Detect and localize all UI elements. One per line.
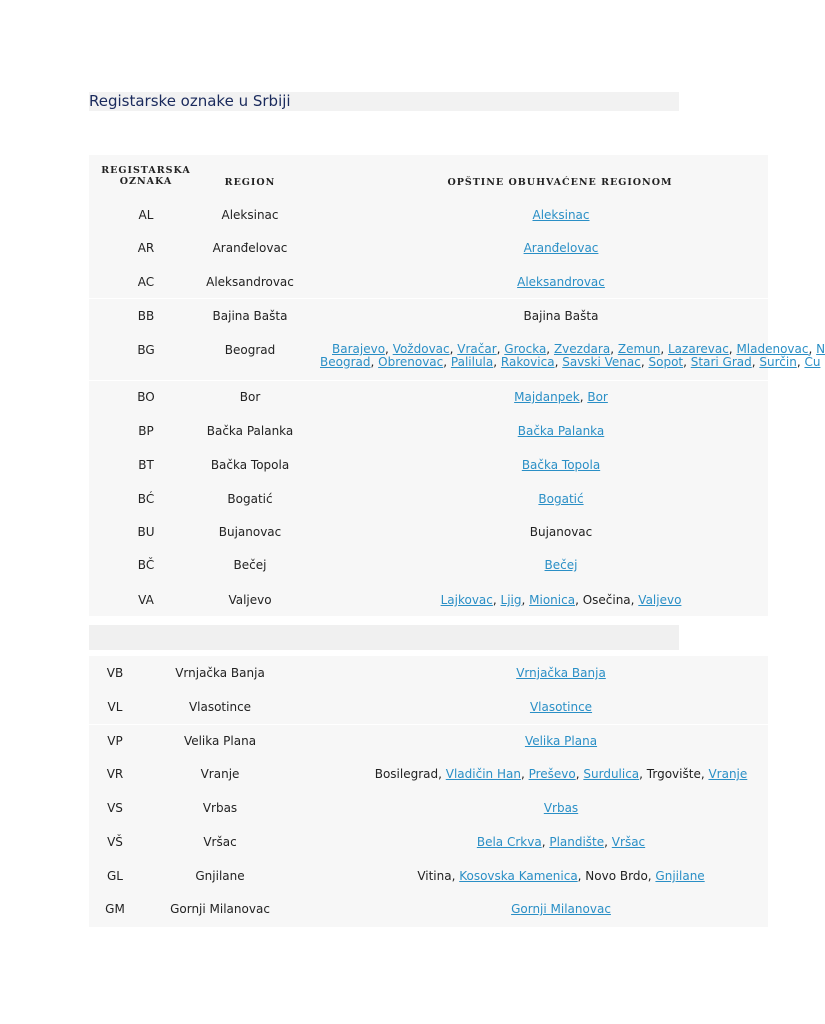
table-2-background — [89, 656, 768, 927]
municipality-link[interactable]: Bor — [587, 390, 608, 404]
table-separator-bar — [89, 625, 679, 650]
municipality-text: , — [541, 835, 550, 849]
municipality-text: , — [728, 342, 737, 356]
registration-code: GL — [107, 869, 123, 883]
municipality-link[interactable]: Mladenovac — [736, 342, 809, 356]
municipality-link[interactable]: Gornji Milanovac — [511, 902, 611, 916]
municipality-link[interactable]: Barajevo — [332, 342, 386, 356]
municipalities-cell — [477, 835, 645, 849]
municipalities-cell — [530, 700, 592, 714]
municipality-link[interactable]: Voždovac — [392, 342, 450, 356]
municipalities-cell — [518, 424, 605, 438]
registration-code: BP — [138, 424, 154, 438]
municipalities-cell — [441, 593, 682, 607]
registration-code: BČ — [137, 558, 155, 572]
municipality-link[interactable]: Vladičin Han — [445, 767, 521, 781]
municipality-text: , — [443, 355, 451, 369]
municipality-text: Bujanovac — [529, 525, 593, 539]
municipality-link[interactable]: Stari Grad — [690, 355, 752, 369]
municipality-text: , — [554, 355, 563, 369]
municipality-link[interactable]: Vlasotince — [529, 700, 593, 714]
municipality-text: , — [751, 355, 760, 369]
municipality-link[interactable]: Vršac — [611, 835, 646, 849]
municipality-link[interactable]: Vrbas — [543, 801, 579, 815]
region-name: Vrbas — [202, 801, 238, 815]
region-name: Vršac — [203, 835, 237, 849]
municipality-link[interactable]: Sopot — [648, 355, 684, 369]
municipality-link[interactable]: Obrenovac — [378, 355, 444, 369]
municipality-link[interactable]: Mionica — [529, 593, 576, 607]
municipality-link[interactable]: Surčin — [759, 355, 797, 369]
municipality-text: , — [449, 342, 458, 356]
municipality-link[interactable]: Zemun — [617, 342, 661, 356]
municipality-text: , — [575, 767, 584, 781]
municipality-link[interactable]: Bačka Topola — [521, 458, 601, 472]
municipality-link[interactable]: Ljig — [500, 593, 522, 607]
row-divider — [89, 724, 768, 725]
municipality-link[interactable]: Gnjilane — [655, 869, 705, 883]
municipality-link[interactable]: Vranje — [708, 767, 748, 781]
municipality-text: , — [385, 342, 393, 356]
region-name: Vlasotince — [188, 700, 252, 714]
municipality-link[interactable]: Bogatić — [538, 492, 584, 506]
municipality-link[interactable]: Ču — [804, 355, 821, 369]
table-1-background — [89, 155, 768, 616]
municipalities-cell — [320, 355, 820, 369]
header-municipalities: OPŠTINE OBUHVAĆENE REGIONOM — [447, 177, 673, 188]
header-code-line-1: REGISTARSKA — [101, 165, 191, 176]
registration-code: AL — [138, 208, 154, 222]
municipalities-cell — [332, 342, 825, 356]
region-name: Bečej — [233, 558, 267, 572]
municipality-text: , Osečina, — [575, 593, 639, 607]
municipalities-cell — [532, 208, 589, 222]
municipalities-cell — [544, 801, 578, 815]
registration-code: VB — [106, 666, 124, 680]
region-name: Bačka Palanka — [206, 424, 294, 438]
municipality-text: , — [640, 355, 649, 369]
municipality-link[interactable]: Zvezdara — [553, 342, 611, 356]
municipalities-cell — [417, 869, 704, 883]
municipality-text: , — [493, 355, 501, 369]
municipality-link[interactable]: N — [816, 342, 825, 356]
page-title: Registarske oznake u Srbiji — [89, 92, 291, 110]
header-code-line-2: OZNAKA — [119, 176, 173, 187]
municipalities-cell — [538, 492, 583, 506]
region-name: Bujanovac — [218, 525, 282, 539]
region-name: Vrnjačka Banja — [175, 666, 265, 680]
region-name: Aranđelovac — [212, 241, 288, 255]
municipality-text: , — [492, 593, 501, 607]
registration-code: BB — [137, 309, 155, 323]
region-name: Vranje — [200, 767, 240, 781]
municipality-text: , — [579, 390, 588, 404]
municipality-link[interactable]: Preševo — [528, 767, 576, 781]
registration-code: VL — [107, 700, 123, 714]
municipalities-cell — [525, 734, 597, 748]
municipalities-cell — [524, 241, 599, 255]
municipality-link[interactable]: Vračar — [457, 342, 497, 356]
municipality-text: , — [604, 835, 612, 849]
region-name: Bačka Topola — [210, 458, 290, 472]
municipality-link[interactable]: Rakovica — [500, 355, 555, 369]
municipality-link[interactable]: Bačka Palanka — [517, 424, 605, 438]
municipality-link[interactable]: Valjevo — [638, 593, 682, 607]
municipality-text: , — [796, 355, 805, 369]
region-name: Bor — [239, 390, 261, 404]
municipality-text: , Novo Brdo, — [577, 869, 656, 883]
region-name: Valjevo — [228, 593, 272, 607]
municipality-link[interactable]: Aranđelovac — [523, 241, 599, 255]
municipalities-cell — [524, 309, 599, 323]
registration-code: BG — [137, 343, 155, 357]
municipalities-cell — [514, 390, 608, 404]
municipality-link[interactable]: Savski Venac — [562, 355, 641, 369]
header-region: REGION — [224, 177, 276, 188]
municipality-link[interactable]: Kosovska Kamenica — [459, 869, 578, 883]
municipality-link[interactable]: Velika Plana — [524, 734, 598, 748]
municipality-link[interactable]: Beograd — [320, 355, 371, 369]
municipality-link[interactable]: Bela Crkva — [476, 835, 542, 849]
region-name: Bajina Bašta — [212, 309, 288, 323]
municipality-text: , — [520, 767, 529, 781]
registration-code: VR — [106, 767, 124, 781]
region-name: Beograd — [224, 343, 276, 357]
registration-code: AR — [137, 241, 155, 255]
municipalities-cell — [522, 458, 600, 472]
municipality-text: Bosilegrad, — [374, 767, 446, 781]
municipality-text: , — [496, 342, 505, 356]
municipalities-cell — [530, 525, 593, 539]
municipality-link[interactable]: Aleksandrovac — [517, 275, 605, 289]
registration-code: GM — [105, 902, 125, 916]
region-name: Aleksinac — [221, 208, 279, 222]
municipality-text: , — [370, 355, 379, 369]
header-registration-code — [96, 165, 196, 187]
registration-code: VS — [107, 801, 123, 815]
registration-code: BT — [138, 458, 154, 472]
row-divider — [89, 298, 768, 299]
municipality-text: , — [521, 593, 530, 607]
municipalities-cell — [517, 275, 605, 289]
municipality-link[interactable]: Aleksinac — [532, 208, 590, 222]
registration-code: VP — [107, 734, 123, 748]
region-name: Gornji Milanovac — [170, 902, 270, 916]
row-divider — [89, 380, 768, 381]
municipality-text: , Trgovište, — [639, 767, 709, 781]
municipality-link[interactable]: Surdulica — [583, 767, 640, 781]
registration-code: BU — [137, 525, 155, 539]
municipality-link[interactable]: Lazarevac — [668, 342, 729, 356]
region-name: Gnjilane — [195, 869, 245, 883]
municipalities-cell — [545, 558, 578, 572]
municipality-link[interactable]: Plandište — [549, 835, 605, 849]
municipalities-cell — [516, 666, 606, 680]
municipality-link[interactable]: Vrnjačka Banja — [516, 666, 606, 680]
municipality-text: , — [610, 342, 618, 356]
municipality-text: Bajina Bašta — [523, 309, 599, 323]
municipality-text: Vitina, — [417, 869, 460, 883]
municipality-link[interactable]: Grocka — [504, 342, 547, 356]
region-name: Aleksandrovac — [206, 275, 294, 289]
municipalities-cell — [511, 902, 611, 916]
municipality-text: , — [683, 355, 691, 369]
municipality-link[interactable]: Bečej — [544, 558, 578, 572]
municipality-link[interactable]: Lajkovac — [440, 593, 493, 607]
registration-code: AC — [137, 275, 155, 289]
municipalities-cell — [375, 767, 748, 781]
municipality-link[interactable]: Majdanpek — [514, 390, 580, 404]
registration-code: VA — [138, 593, 154, 607]
registration-code: VŠ — [107, 835, 123, 849]
registration-code: BĆ — [137, 492, 155, 506]
municipality-text: , — [660, 342, 668, 356]
municipality-text: , — [808, 342, 817, 356]
municipality-link[interactable]: Palilula — [450, 355, 494, 369]
municipality-text: , — [546, 342, 554, 356]
region-name: Bogatić — [227, 492, 273, 506]
registration-code: BO — [137, 390, 155, 404]
region-name: Velika Plana — [183, 734, 257, 748]
